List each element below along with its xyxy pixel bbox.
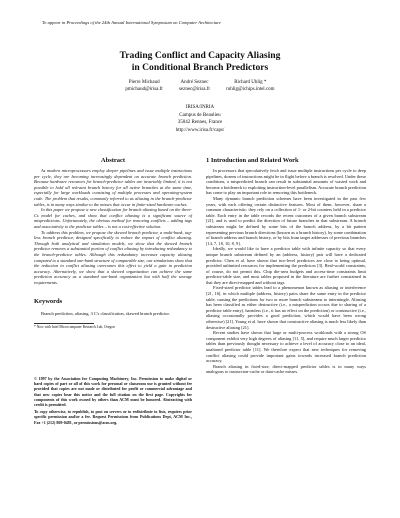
body-paragraph: Recent studies have shown that large or multi-process workloads with a strong OS component exhibit very high degrees of aliasing [11, 5], and require much larger predictor tables than previously thought necessary to achieve a level of accuracy close to an ideal, unaliased predictor table [11]. We therefore expect that new techniques for removing conflict aliasing could provide important gains towards increased branch prediction accuracy. — [206, 330, 366, 364]
author-email: ruhlig@ichips.intel.com — [226, 87, 275, 92]
title-line-1: Trading Conflict and Capacity Aliasing — [119, 50, 281, 61]
author-name: Pierre Michaud — [128, 80, 160, 85]
author-name: Richard Uhlig * — [234, 80, 267, 85]
body-paragraph: Fixed-sized predictor tables lead to a phenomenon known as aliasing or interference [21, 16], in which multiple (address, history) pairs share the same entry in the predictor table, causing the predictions for two or more branch substreams to intermingle. Aliasing has been classified as either destructive (i.e., a misprediction occurs due to sharing of a predictor table entry), harmless (i.e., it has no effect on the prediction) or constructive (i.e., aliasing occasionally provides a good prediction, which would have been wrong otherwise) [21]. Young et al. have shown that constructive aliasing is much less likely than destructive aliasing [21]. — [206, 285, 366, 330]
author-3 — [226, 79, 275, 93]
venue-note: To appear in Proceedings of the 24th Annual International Symposium on Computer Architecture — [42, 20, 221, 25]
abstract-paragraph: In this paper we propose a new classification for branch aliasing based on the three-Cs model for caches, and show that conflict aliasing is a significant source of mispredictions. Unfortunately, the obvious method for removing conflicts – adding tags and associativity to the predictor tables – is not a cost-effective solution. — [34, 207, 192, 229]
abstract-heading: Abstract — [100, 157, 126, 164]
footnote: * Now with Intel Microcomputer Research Lab, Oregon — [34, 325, 115, 329]
copyright-notice — [34, 376, 192, 427]
affiliation-city: 35042 Rennes, France — [177, 120, 223, 125]
author-email: seznec@irisa.fr — [178, 87, 211, 92]
author-email: pmichaud@irisa.fr — [125, 87, 163, 92]
body-paragraph: Branch aliasing in fixed-size, direct-mapped predictor tables is in many ways analogous to instruction-cache or data-cache misses. — [206, 363, 366, 375]
body-paragraph: In processors that speculatively fetch and issue multiple instructions per cycle to deep pipelines, dozens of instructions might be in flight before a branch is resolved. Under these conditions, a mispredicted branch can result in substantial amounts of wasted work and become a bottleneck to exploiting instruction-level parallelism. Accurate branch prediction has come to play an important role in removing this bottleneck. — [206, 168, 366, 196]
author-name: André Seznec — [180, 80, 209, 85]
affiliation-campus: Campus de Beaulieu — [179, 112, 221, 118]
keywords-text: Branch prediction, aliasing, 3 C's classification, skewed branch predictor. — [41, 311, 170, 316]
section-body — [206, 168, 366, 375]
keywords-heading: Keywords — [34, 298, 63, 305]
affiliation-url: http://www.irisa.fr/caps/ — [175, 127, 225, 133]
abstract-body — [34, 168, 192, 285]
author-list — [0, 79, 400, 93]
paper-title — [0, 50, 400, 74]
abstract-paragraph: To address this problem, we propose the skewed branch predictor, a multi-bank, tag-less branch predictor, designed specifically to reduce the impact of conflict aliasing. Through both analytical and simulation models, we show that the skewed branch predictor removes a substantial portion of conflict aliasing by introducing redundancy to the branch-predictor tables. Although this redundancy increases capacity aliasing compared to a standard one-bank structure of comparable size, our simulations show that the reduction in conflict aliasing overcomes this effect to yield a gain in prediction accuracy. Alternatively, we show that a skewed organization can achieve the same prediction accuracy as a standard one-bank organization but with half the storage requirements. — [34, 229, 192, 285]
affiliation — [0, 104, 400, 134]
body-paragraph: Ideally, we would like to have a predictor table with infinite capacity so that every unique branch substream defined by an (address, history) pair will have a dedicated predictor. Chen et al. have shown that two-level predictors are close to being optimal, provided unlimited resources for implementing the predictors [3]. Real-world constraints, of course, do not permit this. Chip die-area budgets and access-time constraints limit predictor-table size, and most tables proposed in the literature are further constrained in that they are direct-mapped and without tags. — [206, 246, 366, 285]
author-1 — [125, 79, 163, 93]
section-heading: 1 Introduction and Related Work — [206, 157, 299, 164]
copyright-paragraph: To copy otherwise, to republish, to post on servers or to redistribute to lists, requires prior specific permission and/or a fee. Request Permissions from Publications Dept, ACM Inc., Fax +1 (212) 869-0481, or permissions@acm.org. — [34, 409, 192, 425]
affiliation-org: IRISA/INRIA — [185, 105, 215, 110]
author-2 — [179, 79, 210, 93]
footnote-divider — [34, 323, 94, 324]
body-paragraph: Many dynamic branch prediction schemes have been investigated in the past few years, with each offering certain distinctive features. Most of them, however, share a common characteristic: they rely on a collection of 1- or 2-bit counters held in a predictor table. Each entry in the table records the recent outcomes of a given branch substream [21], and is used to predict the direction of future branches in that substream. A branch substream might be defined by some bits of the branch address, by a bit pattern representing previous branch directions (known as a branch history), by some combination of branch address and branch history, or by bits from target addresses of previous branches [14, 7, 18, 10, 8, 9]. — [206, 195, 366, 246]
copyright-paragraph: © 1997 by the Association for Computing Machinery, Inc. Permission to make digital or hard copies of part or all of this work for personal or classroom use is granted without fee provided that copies are not made or distributed for profit or commercial advantage and that new copies bear this notice and the full citation on the first page. Copyrights for components of this work owned by others than ACM must be honored. Abstracting with credit is permitted. — [34, 376, 192, 408]
abstract-paragraph: As modern microprocessors employ deeper pipelines and issue multiple instructions per cycle, they are becoming increasingly dependent on accurate branch prediction. Because hardware resources for branch-predictor tables are invariably limited, it is not possible to hold all relevant branch history for all active branches at the same time, especially for large workloads consisting of multiple processes and operating-system code. The problem that results, commonly referred to as aliasing in the branch-predictor tables, is in many ways similar to the misses that occur in finite-sized hardware caches. — [34, 168, 192, 207]
title-line-2: in Conditional Branch Predictors — [131, 62, 269, 73]
